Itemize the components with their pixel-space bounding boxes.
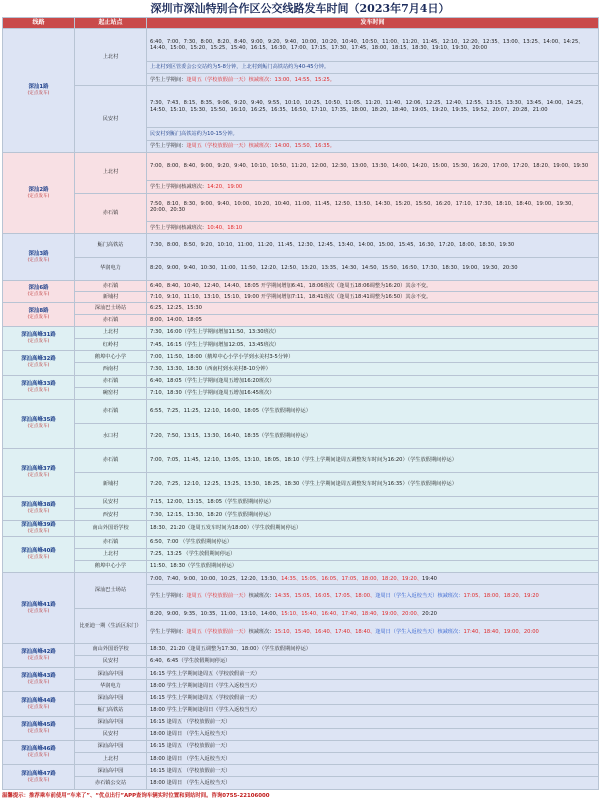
schedule-body	[3, 29, 599, 790]
times-text: 7:30、12:15、13:30、18:20（学生放假期间停运）	[150, 511, 274, 518]
page-title: 深圳市深汕特别合作区公交线路发车时间（2023年7月4日）	[150, 2, 450, 15]
route-cell	[3, 280, 75, 302]
times-text: 7:30、7:43、8:15、8:35、9:06、9:20、9:40、9:55、10:10、10:25、10:50、11:05、11:20、11:40、12:06、12:25、12:40、12:55、13:15、13:30、13:45、14:00、14:25、14:50、15:10、15:30、15:50、16:10、16:25、16:35、16:50、17:10、17:35、18:00、18:20、18:40、19:05、19:20、19:35、19:52、20:07、20:28、21:00	[150, 100, 587, 113]
times-cell	[147, 314, 599, 326]
times-text: 逢周日（学生入返校当天）核减班次：	[375, 593, 464, 600]
route-name: 深汕2路	[28, 186, 49, 193]
stop-cell: 深汕巴士场站	[75, 302, 147, 314]
route-name: 深汕高峰40路	[21, 548, 56, 555]
bus-schedule-table	[2, 17, 599, 790]
stop-cell: 深汕巴士场站	[75, 573, 147, 608]
table-row	[3, 302, 599, 314]
times-cell	[147, 399, 599, 423]
stop-cell: 水口村	[75, 424, 147, 448]
route-name: 深汕高峰35路	[21, 417, 56, 424]
stop-cell: 新埔村	[75, 291, 147, 302]
times-cell	[147, 128, 599, 140]
times-text: 学生上学期间核减班次：	[150, 224, 208, 231]
times-cell	[147, 472, 599, 496]
times-cell	[147, 716, 599, 728]
times-text: 6:55、7:25、11:25、12:10、16:00、18:05（学生放假期间停运）	[150, 408, 311, 415]
times-text: 7:00、7:05、11:45、12:10、13:05、13:10、18:05、18:10（学生上学期间逢周五调整发车时间为16:20）（学生放假期间停运）	[150, 456, 457, 463]
times-cell	[147, 363, 599, 375]
route-name: 深汕高峰38路	[21, 502, 56, 509]
times-text: 6:25、12:25、15:30	[150, 305, 202, 312]
times-cell	[147, 339, 599, 351]
table-row	[3, 608, 599, 620]
stop-cell: 赤石镇	[75, 448, 147, 472]
route-name: 深汕高峰31路	[21, 332, 56, 339]
table-row	[3, 314, 599, 326]
times-text: 17:05、18:00、18:20、19:20	[463, 593, 539, 600]
times-text: 8:20、9:00、9:40、10:30、11:00、11:50、12:20、12:50、13:20、13:35、14:30、14:50、15:50、16:50、17:30、18:30、19:00、19:30、20:30	[150, 265, 518, 272]
route-name: 深汕高峰43路	[21, 673, 56, 680]
table-row	[3, 387, 599, 399]
stop-cell: 上北村	[75, 327, 147, 339]
stop-cell: 新埔村	[75, 472, 147, 496]
times-cell	[147, 536, 599, 548]
table-row	[3, 193, 599, 222]
times-text: 6:40、7:00、7:30、8:00、8:20、8:40、9:00、9:20、9:40、10:00、10:20、10:40、10:50、11:00、11:20、11:45、12:10、12:20、12:35、13:00、13:25、14:00、14:25、14:40、15:00、15:20、15:25、15:40、16:15、16:30、17:00、17:15、17:30、17:45、18:00、18:15、18:30、19:10、19:30、20:00	[150, 38, 584, 52]
route-name: 深汕高峰41路	[21, 601, 56, 608]
route-cell	[3, 234, 75, 280]
route-name: 深汕高峰37路	[21, 465, 56, 472]
stop-cell: 深汕高中园	[75, 765, 147, 777]
route-name: 深汕高峰47路	[21, 770, 56, 777]
route-tag: (定点发车)	[27, 753, 50, 759]
times-cell	[147, 448, 599, 472]
table-row	[3, 152, 599, 181]
times-text: 7:30、13:30、18:30（西南村到水美村8-10分钟）	[150, 365, 271, 372]
route-cell	[3, 302, 75, 326]
times-cell	[147, 608, 599, 620]
times-text: 18:00 学生上学期间逢周日（学生入返校当天）	[150, 706, 260, 713]
route-cell	[3, 536, 75, 572]
times-text: 核减班次：	[248, 593, 275, 600]
times-text: 逢周五（学校放假前一天）	[186, 628, 249, 635]
stop-cell: 上北村	[75, 548, 147, 560]
route-tag: (定点发车)	[27, 424, 50, 430]
times-cell	[147, 74, 599, 86]
times-text: 7:50、8:10、8:30、9:00、9:40、10:00、10:20、10:40、11:00、11:45、12:50、13:50、14:30、15:20、15:50、16:20、17:10、17:30、18:10、18:40、19:00、19:30、20:00、20:30	[150, 200, 577, 214]
route-cell	[3, 448, 75, 497]
stop-cell: 鮜门高铁站	[75, 704, 147, 716]
table-row	[3, 497, 599, 509]
times-cell	[147, 222, 599, 234]
times-cell	[147, 548, 599, 560]
times-text: 16:15 逢周五 （学校放假前一天）	[150, 767, 231, 774]
table-row	[3, 704, 599, 716]
route-tag: (定点发车)	[27, 608, 50, 614]
times-cell	[147, 573, 599, 585]
stop-cell: 南山外国语学校	[75, 643, 147, 655]
table-row	[3, 548, 599, 560]
table-row	[3, 29, 599, 62]
route-cell	[3, 327, 75, 351]
times-text: 14:20、19:00	[207, 183, 243, 190]
route-name: 深汕高峰42路	[21, 649, 56, 656]
route-name: 深汕6路	[28, 284, 49, 291]
stop-cell: 赤石镇	[75, 399, 147, 423]
header-route: 线路	[3, 18, 75, 29]
route-name: 深汕高峰39路	[21, 522, 56, 529]
times-cell	[147, 497, 599, 509]
route-cell	[3, 741, 75, 765]
stop-cell: 赤石镇	[75, 375, 147, 387]
times-cell	[147, 181, 599, 193]
times-cell	[147, 753, 599, 765]
table-row	[3, 509, 599, 521]
table-row	[3, 668, 599, 680]
times-cell	[147, 509, 599, 521]
times-cell	[147, 302, 599, 314]
table-header-row	[3, 18, 599, 29]
times-cell	[147, 86, 599, 128]
route-cell	[3, 399, 75, 448]
stop-cell: 上北村	[75, 152, 147, 193]
footer-tip: 温馨提示：推荐乘车前使用“车来了”、“优点出行”APP查询车辆实时位置和到站时间。咨询0755-22106000	[2, 793, 270, 799]
table-row	[3, 86, 599, 128]
stop-cell: 赤石镇	[75, 193, 147, 234]
times-text: 7:10、9:10、11:10、13:10、15:10、19:00 开学期间增加7:11、18:41班次（逢周五18:41调整为16:50）其余不变。	[150, 293, 432, 300]
times-text: 20:20	[422, 610, 437, 617]
table-row	[3, 573, 599, 585]
stop-cell: 鮜门高铁站	[75, 234, 147, 257]
stop-cell: 南山外国语学校	[75, 521, 147, 536]
route-cell	[3, 351, 75, 375]
table-row	[3, 692, 599, 704]
times-text: 18:00 逢周日 （学生入返校当天）	[150, 755, 231, 762]
times-text: 核减班次：13:00、14:55、15:25。	[248, 76, 335, 83]
times-text: 逢周五（学校放假前一天）	[186, 593, 249, 600]
times-cell	[147, 140, 599, 152]
stop-cell: 上北村	[75, 29, 147, 86]
table-row	[3, 472, 599, 496]
times-text: 上北村到区管委会公交站约为5-8分钟，上北村到鮜门高铁站约为40-45分钟。	[150, 64, 330, 71]
times-text: 7:30、8:00、8:50、9:20、10:10、11:00、11:20、11:45、12:30、12:45、13:40、14:00、15:00、15:45、16:30、17:20、18:00、18:30、19:30	[150, 242, 515, 249]
table-row	[3, 234, 599, 257]
table-row	[3, 363, 599, 375]
times-text: 18:30、21:20（逢周五发车时间为18:00）（学生放假期间停运）	[150, 525, 302, 532]
table-row	[3, 280, 599, 291]
times-cell	[147, 234, 599, 257]
stop-cell: 民安村	[75, 86, 147, 152]
times-cell	[147, 656, 599, 668]
route-tag: (定点发车)	[27, 387, 50, 393]
times-cell	[147, 680, 599, 692]
route-tag: (定点发车)	[27, 314, 50, 320]
table-row	[3, 728, 599, 740]
times-cell	[147, 643, 599, 655]
times-text: 学生上学期间：	[150, 76, 187, 83]
times-text: 14:35、15:05、16:05、17:05、18:00、18:20、19:20、	[281, 575, 423, 582]
times-text: 核减班次：14:00、15:50、16:35。	[248, 142, 335, 149]
route-name: 深汕高峰32路	[21, 356, 56, 363]
times-cell	[147, 29, 599, 62]
route-cell	[3, 668, 75, 692]
times-text: 11:50、18:30（学生放假期间停运）	[150, 563, 237, 570]
times-cell	[147, 561, 599, 573]
stop-cell: 赤石镇	[75, 536, 147, 548]
times-text: 逢周日（学生入返校当天）核减班次：	[375, 628, 464, 635]
route-name: 深汕1路	[28, 83, 49, 90]
times-text: 16:15 逢周五 （学校放假前一天）	[150, 743, 231, 750]
times-text: 16:15 逢周五 （学校放假前一天）	[150, 719, 231, 726]
times-text: 16:15 学生上学期间逢周五（学校放假前一天）	[150, 694, 260, 701]
table-row	[3, 448, 599, 472]
times-text: 7:30、16:00（学生上学期间增加11:50、13:30班次）	[150, 329, 280, 336]
times-text: 6:50、7:00 （学生放假期间停运）	[150, 539, 233, 546]
stop-cell: 红岭村	[75, 339, 147, 351]
table-row	[3, 536, 599, 548]
times-cell	[147, 62, 599, 74]
stop-cell: 深汕高中园	[75, 716, 147, 728]
times-cell	[147, 193, 599, 222]
route-cell	[3, 497, 75, 521]
times-text: 17:40、18:40、19:00、20:00	[463, 628, 539, 635]
times-text: 7:00、11:50、18:00（鹅埠中心小学小学到水美村3-5分钟）	[150, 353, 294, 360]
times-text: 逢周五（学校放假前一天）	[186, 142, 249, 149]
table-row	[3, 327, 599, 339]
times-text: 14:35、15:05、16:05、17:05、18:00、	[274, 593, 376, 600]
route-cell	[3, 152, 75, 234]
route-tag: (定点发车)	[27, 193, 50, 199]
times-cell	[147, 257, 599, 280]
table-row	[3, 741, 599, 753]
times-text: 7:00、8:00、8:40、9:00、9:20、9:40、10:10、10:50、11:20、12:00、12:30、13:00、13:30、14:00、14:20、15:00、15:30、16:20、17:00、17:20、18:20、19:00、19:30	[150, 163, 589, 170]
times-text: 7:45、16:15（学生上学期间增加12:05、13:45班次）	[150, 341, 280, 348]
route-name: 深汕3路	[28, 250, 49, 257]
stop-cell: 深汕高中园	[75, 668, 147, 680]
times-text: 学生上学期间核减班次：	[150, 183, 208, 190]
times-cell	[147, 375, 599, 387]
route-cell	[3, 716, 75, 740]
route-tag: (定点发车)	[27, 555, 50, 561]
table-row	[3, 339, 599, 351]
times-text: 学生上学期间：	[150, 142, 187, 149]
header-stop: 起止站点	[75, 18, 147, 29]
times-text: 18:00 逢周日 （学生入返校当天）	[150, 731, 231, 738]
times-text: 15:10、15:40、16:40、17:40、18:40、19:00、20:00、	[281, 610, 423, 617]
times-text: 15:10、15:40、16:40、17:40、18:40、	[274, 628, 376, 635]
times-cell	[147, 692, 599, 704]
times-text: 民安村到鮜门高铁站约为10-15分钟。	[150, 130, 238, 137]
times-cell	[147, 777, 599, 790]
header-times: 发车时间	[147, 18, 599, 29]
table-row	[3, 257, 599, 280]
route-tag: (定点发车)	[27, 339, 50, 345]
times-cell	[147, 728, 599, 740]
times-text: 核减班次：	[248, 628, 275, 635]
route-name: 深汕高峰33路	[21, 380, 56, 387]
times-text: 7:15、12:00、13:15、18:05（学生放假期间停运）	[150, 499, 274, 506]
route-name: 深汕高峰46路	[21, 746, 56, 753]
table-row	[3, 777, 599, 790]
stop-cell: 民安村	[75, 656, 147, 668]
table-row	[3, 291, 599, 302]
times-cell	[147, 351, 599, 363]
times-cell	[147, 765, 599, 777]
times-cell	[147, 152, 599, 181]
times-cell	[147, 387, 599, 399]
route-tag: (定点发车)	[27, 704, 50, 710]
times-cell	[147, 704, 599, 716]
route-cell	[3, 573, 75, 644]
times-text: 19:40	[422, 575, 437, 582]
table-row	[3, 375, 599, 387]
route-cell	[3, 692, 75, 716]
times-text: 6:40、6:45（学生放假期间停运）	[150, 658, 231, 665]
stop-cell: 赤石镇	[75, 314, 147, 326]
times-cell	[147, 327, 599, 339]
route-tag: (定点发车)	[27, 728, 50, 734]
route-cell	[3, 375, 75, 399]
route-tag: (定点发车)	[27, 529, 50, 535]
times-text: 学生上学期间：	[150, 593, 187, 600]
route-tag: (定点发车)	[27, 680, 50, 686]
times-text: 7:20、7:25、12:10、12:25、13:25、13:30、18:25、18:30（学生上学期间逢周五调整发车时间为16:35）（学生放假期间停运）	[150, 481, 457, 488]
table-row	[3, 765, 599, 777]
route-cell	[3, 521, 75, 536]
route-tag: (定点发车)	[27, 363, 50, 369]
route-cell	[3, 643, 75, 667]
times-text: 10:40、18:10	[207, 224, 243, 231]
stop-cell: 西南村	[75, 363, 147, 375]
stop-cell: 赤石镇公交站	[75, 777, 147, 790]
times-text: 逢周五（学校放假前一天）	[186, 76, 249, 83]
table-row	[3, 399, 599, 423]
times-text: 18:00 学生上学期间逢周日（学生入返校当天）	[150, 682, 260, 689]
route-tag: (定点发车)	[27, 257, 50, 263]
times-cell	[147, 741, 599, 753]
table-row	[3, 753, 599, 765]
times-text: 16:15 学生上学期间逢周五（学校放假前一天）	[150, 670, 260, 677]
times-text: 8:00、14:00、18:05	[150, 317, 202, 324]
times-text: 6:40、18:05（学生上学期间逢周五增加16:20班次）	[150, 377, 275, 384]
table-row	[3, 716, 599, 728]
stop-cell: 华润电力	[75, 680, 147, 692]
times-cell	[147, 291, 599, 302]
times-text: 学生上学期间：	[150, 628, 187, 635]
stop-cell: 华润电力	[75, 257, 147, 280]
times-text: 18:30、21:20（逢周五调整为17:30、18:00）（学生放假期间停运）	[150, 646, 311, 653]
stop-cell: 上北村	[75, 753, 147, 765]
times-text: 6:40、8:40、10:40、12:40、14:40、18:05 开学期间增加6:41、18:06班次（逢周五18:06调整为16:20）其余不变。	[150, 282, 432, 289]
times-text: 7:25、13:25 （学生放假期间停运）	[150, 551, 236, 558]
times-cell	[147, 424, 599, 448]
route-name: 深汕8路	[28, 307, 49, 314]
stop-cell: 赤石镇	[75, 280, 147, 291]
times-text: 7:20、7:50、13:15、13:30、16:40、18:35（学生放假期间停运）	[150, 432, 311, 439]
route-tag: (定点发车)	[27, 777, 50, 783]
stop-cell: 碗窑村	[75, 387, 147, 399]
times-cell	[147, 668, 599, 680]
route-tag: (定点发车)	[27, 509, 50, 515]
stop-cell: 深汕高中园	[75, 692, 147, 704]
table-row	[3, 656, 599, 668]
route-cell	[3, 29, 75, 153]
times-cell	[147, 620, 599, 643]
table-row	[3, 680, 599, 692]
table-row	[3, 424, 599, 448]
table-row	[3, 643, 599, 655]
times-cell	[147, 280, 599, 291]
route-cell	[3, 765, 75, 790]
route-tag: (定点发车)	[27, 90, 50, 96]
stop-cell: 西安村	[75, 509, 147, 521]
table-row	[3, 561, 599, 573]
stop-cell: 深汕高中园	[75, 741, 147, 753]
stop-cell: 鹅埠中心小学	[75, 561, 147, 573]
route-name: 深汕高峰44路	[21, 697, 56, 704]
route-tag: (定点发车)	[27, 291, 50, 297]
table-row	[3, 521, 599, 536]
route-tag: (定点发车)	[27, 472, 50, 478]
stop-cell: 民安村	[75, 497, 147, 509]
route-tag: (定点发车)	[27, 656, 50, 662]
stop-cell: 民安村	[75, 728, 147, 740]
times-text: 18:00 逢周日 （学生入返校当天）	[150, 780, 231, 787]
stop-cell: 鹅埠中心小学	[75, 351, 147, 363]
table-row	[3, 351, 599, 363]
stop-cell: 比亚迪一期（生活区东门）	[75, 608, 147, 643]
times-text: 8:20、9:00、9:35、10:35、11:00、13:10、14:00、	[150, 610, 282, 617]
times-cell	[147, 585, 599, 608]
times-text: 7:00、7:40、9:00、10:00、10:25、12:20、13:30、	[150, 575, 282, 582]
times-text: 7:10、18:30（学生上学期间逢周五增加16:45班次）	[150, 390, 275, 397]
route-name: 深汕高峰45路	[21, 721, 56, 728]
times-cell	[147, 521, 599, 536]
